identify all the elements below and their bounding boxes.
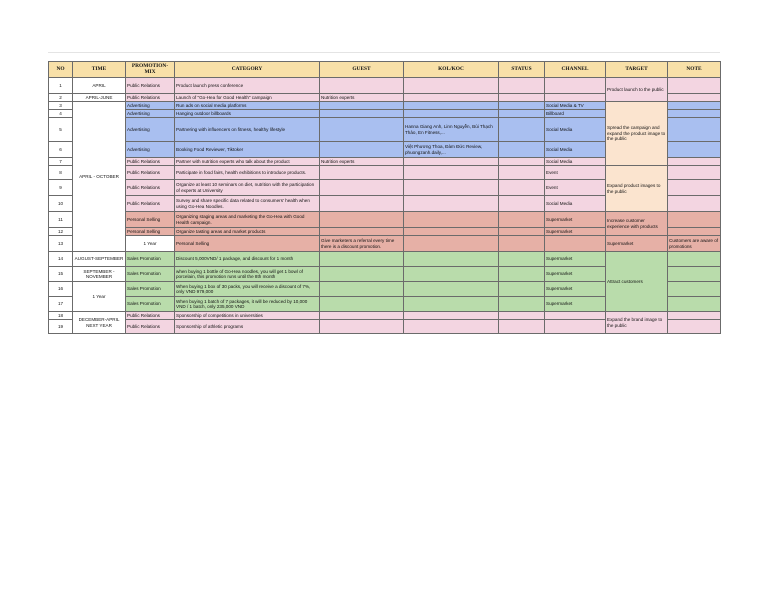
channel-cell [545,94,606,102]
promotion-mix-cell: Sales Promotion [126,267,175,282]
table-row [49,78,721,94]
promotion-mix-cell: Sales Promotion [126,297,175,312]
promotion-mix-cell: Sales Promotion [126,282,175,297]
kol-cell [404,282,499,297]
time-cell: APRIL-JUNE [73,94,126,102]
channel-cell: Supermarket [545,297,606,312]
category-cell: when buying 1 bottle of Go-Hea noodles, you will get 1 bowl of porcelain, this promotion runs until the 8th month [175,267,320,282]
guest-cell [320,212,404,228]
target-cell: Spread the campaign and expand the product image to the public [606,102,668,166]
table-row [49,236,721,252]
kol-cell [404,267,499,282]
kol-cell [404,228,499,236]
channel-cell: Supermarket [545,282,606,297]
promotion-mix-cell: Personal Selling [175,236,320,252]
guest-cell [320,110,404,118]
category-cell: Discount 5,000VND/ 1 package, and discount for 1 month [175,252,320,267]
kol-cell [404,320,499,334]
guest-cell [320,252,404,267]
promotion-mix-cell: Public Relations [126,180,175,196]
table-row [49,212,721,228]
kol-cell: Hanna Giang Anh, Linn Nguyễn, Bùi Thạch Thảo, En Fitness,... [404,118,499,142]
kol-cell [404,252,499,267]
category-cell: Survey and share specific data related to consumers' health when using Go-Hea Noodles. [175,196,320,212]
category-cell: Launch of "Go-Hea for Good Health" campaign [175,94,320,102]
category-cell: Organize at least 10 seminars on diet, nutrition with the participation of experts at University [175,180,320,196]
status-cell [499,118,545,142]
status-cell [499,228,545,236]
kol-cell [404,212,499,228]
guest-cell: Nutrition experts [320,94,404,102]
note-cell [668,252,721,267]
channel-cell [545,312,606,320]
status-cell [499,110,545,118]
category-cell: Organizing staging areas and marketing the Go-Hea with Good Health campaign. [175,212,320,228]
table-row [49,102,721,110]
promotion-mix-cell: Public Relations [126,312,175,320]
channel-cell: Supermarket [545,252,606,267]
note-cell [668,118,721,142]
header-kol-koc: KOL/KOC [404,62,499,78]
kol-cell [404,102,499,110]
guest-cell [320,282,404,297]
row-number: 9 [49,180,73,196]
row-number: 15 [49,267,73,282]
note-cell [668,312,721,320]
guest-cell [404,236,499,252]
status-cell [499,267,545,282]
channel-cell: Social Media [545,158,606,166]
promotion-mix-cell: Public Relations [126,94,175,102]
row-number: 6 [49,142,73,158]
promotion-mix-cell: Sales Promotion [126,252,175,267]
guest-cell [320,118,404,142]
row-number: 18 [49,312,73,320]
category-cell: Partner with nutrition experts who talk about the product [175,158,320,166]
status-cell [499,282,545,297]
status-cell [545,236,606,252]
category-cell: Run ads on social media platforms [175,102,320,110]
guest-cell [320,142,404,158]
promotion-mix-cell: Public Relations [126,196,175,212]
row-number: 16 [49,282,73,297]
channel-cell: Supermarket [545,228,606,236]
row-number: 4 [49,110,73,118]
note-cell [668,228,721,236]
note-cell [668,166,721,180]
header-target: TARGET [606,62,668,78]
category-cell: Organize tasting areas and market products [175,228,320,236]
promotion-mix-cell: Advertising [126,118,175,142]
category-cell: Partnering with influencers on fitness, healthy lifestyle [175,118,320,142]
status-cell [499,142,545,158]
note-cell [668,282,721,297]
promotion-mix-cell: Public Relations [126,166,175,180]
row-number: 13 [49,236,73,252]
kol-cell [404,312,499,320]
header-no: NO [49,62,73,78]
category-cell: Give marketers a referral every time there is a discount promotion. [320,236,404,252]
row-number: 11 [49,212,73,228]
header-channel: CHANNEL [545,62,606,78]
row-number: 12 [49,228,73,236]
channel-cell: Billboard [545,110,606,118]
guest-cell [320,180,404,196]
status-cell [499,297,545,312]
promotion-mix-cell: Advertising [126,142,175,158]
note-cell [668,196,721,212]
category-cell: Sponsorship of athletic programs [175,320,320,334]
promotion-mix-cell: Public Relations [126,78,175,94]
table-row [49,166,721,180]
guest-cell [320,267,404,282]
guest-cell [320,78,404,94]
note-cell [668,320,721,334]
category-cell: Participate in food fairs, health exhibitions to introduce products. [175,166,320,180]
note-cell [668,110,721,118]
time-cell: AUGUST-SEPTEMBER [73,252,126,267]
guest-cell [320,102,404,110]
note-cell [668,158,721,166]
table-row [49,252,721,267]
kol-cell [404,158,499,166]
guest-cell [320,166,404,180]
category-cell: Product launch press conference [175,78,320,94]
kol-cell [404,94,499,102]
channel-cell [545,320,606,334]
channel-cell: Social Media [545,142,606,158]
table-row [49,312,721,320]
channel-cell: Social Media [545,118,606,142]
header-time: TIME [73,62,126,78]
kol-cell [404,297,499,312]
kol-cell: Việt Phương Thoa, Đàm Đức Review, phuongzanh.daily,... [404,142,499,158]
guest-cell [320,228,404,236]
time-cell: APRIL [73,78,126,94]
kol-cell [404,196,499,212]
row-number: 17 [49,297,73,312]
category-cell: Sponsorship of competitions in universities [175,312,320,320]
target-cell: Attract customers [606,252,668,312]
note-cell [668,142,721,158]
status-cell [499,166,545,180]
category-cell: Booking Food Reviewer, Tiktoker [175,142,320,158]
row-number: 3 [49,102,73,110]
target-cell: Customers are aware of promotions [668,236,721,252]
kol-cell [404,180,499,196]
category-cell: Hanging outdoor billboards [175,110,320,118]
status-cell [499,102,545,110]
status-cell [499,94,545,102]
header-row [49,62,721,78]
promotion-plan-table [48,61,721,334]
status-cell [499,196,545,212]
header-status: STATUS [499,62,545,78]
status-cell [499,320,545,334]
status-cell [499,180,545,196]
guest-cell [320,196,404,212]
header-category: CATEGORY [175,62,320,78]
note-cell [668,212,721,228]
row-number: 2 [49,94,73,102]
status-cell [499,252,545,267]
channel-cell: Event [545,180,606,196]
guest-cell [320,320,404,334]
kol-cell [499,236,545,252]
kol-cell [404,110,499,118]
time-cell: 1 Year [73,282,126,312]
status-cell [499,78,545,94]
category-cell: When buying 1 box of 30 packs, you will receive a discount of 7%, only VND 979,000 [175,282,320,297]
guest-cell: Nutrition experts [320,158,404,166]
promotion-mix-cell: Personal Selling [126,228,175,236]
status-cell [499,312,545,320]
row-number: 10 [49,196,73,212]
time-cell: DECEMBER-APRIL NEXT YEAR [73,312,126,334]
channel-cell: Social Media & TV [545,102,606,110]
promotion-mix-cell: Public Relations [126,320,175,334]
promotion-mix-cell: Personal Selling [126,212,175,228]
row-number: 7 [49,158,73,166]
category-cell: When buying 1 batch of 7 packages, it will be reduced by 10,000 VND / 1 batch, only 235,000 VND [175,297,320,312]
target-cell: Product launch to the public [606,78,668,102]
target-cell: Increase customer experience with products [606,212,668,236]
header-note: NOTE [668,62,721,78]
channel-cell: Event [545,166,606,180]
promotion-mix-cell: Advertising [126,102,175,110]
kol-cell [404,78,499,94]
row-number: 8 [49,166,73,180]
row-number: 1 [49,78,73,94]
row-number: 5 [49,118,73,142]
row-number: 14 [49,252,73,267]
promotion-mix-cell: Public Relations [126,158,175,166]
channel-cell: Social Media [545,196,606,212]
note-cell [668,267,721,282]
guest-cell [320,312,404,320]
note-cell [668,78,721,94]
time-cell: APRIL - OCTOBER [73,102,126,252]
status-cell [499,212,545,228]
time-cell: 1 Year [126,236,175,252]
header-guest: GUEST [320,62,404,78]
target-cell: Expand product images to the public [606,166,668,212]
channel-cell [545,78,606,94]
row-number: 19 [49,320,73,334]
note-cell [668,180,721,196]
target-cell: Expand the brand image to the public [606,312,668,334]
channel-cell: Supermarket [545,267,606,282]
note-cell [668,297,721,312]
kol-cell [404,166,499,180]
status-cell [499,158,545,166]
note-cell [668,94,721,102]
time-cell: SEPTEMBER - NOVEMBER [73,267,126,282]
promotion-mix-cell: Advertising [126,110,175,118]
guest-cell [320,297,404,312]
channel-cell: Supermarket [606,236,668,252]
channel-cell: Supermarket [545,212,606,228]
header-promotion-mix: PROMOTION-MIX [126,62,175,78]
note-cell [668,102,721,110]
